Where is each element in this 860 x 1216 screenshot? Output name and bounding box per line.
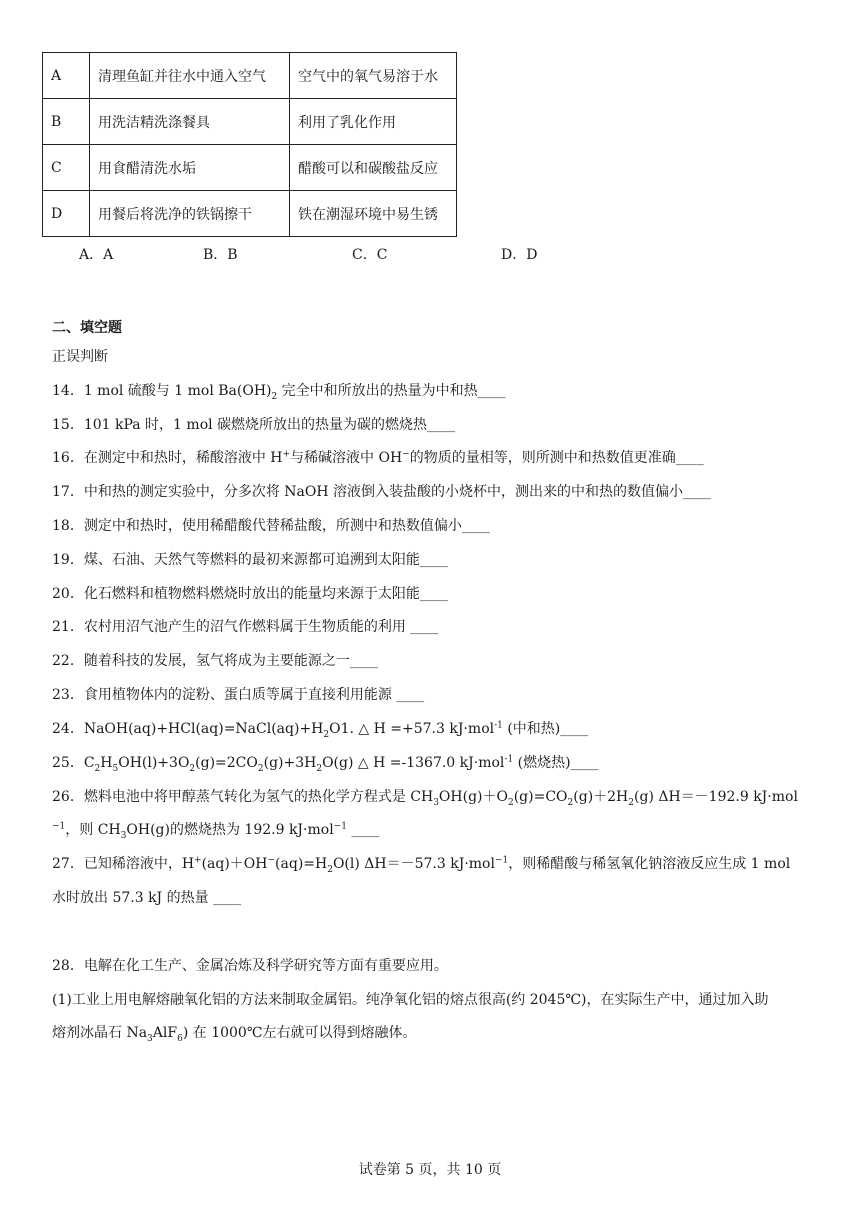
question-26-cont: $^{-1}$，则 $CH_3OH(g)$的燃烧热为 192.9 kJ·mol$^{-1}$ ____ xyxy=(52,821,380,841)
table-row xyxy=(43,191,457,237)
row-action: 用餐后将洗净的铁锅擦干 xyxy=(90,191,290,237)
question-19: 19．煤、石油、天然气等燃料的最初来源都可追溯到太阳能____ xyxy=(52,552,448,568)
row-reason: 空气中的氧气易溶于水 xyxy=(290,53,457,99)
row-label: D xyxy=(43,191,90,237)
question-21: 21．农村用沼气池产生的沼气作燃料属于生物质能的利用 ____ xyxy=(52,619,439,635)
row-reason: 利用了乳化作用 xyxy=(290,99,457,145)
row-label: C xyxy=(43,145,90,191)
option-d[interactable]: D．D xyxy=(501,247,538,263)
question-15: 15．101 kPa 时，1 mol 碳燃烧所放出的热量为碳的燃烧热____ xyxy=(52,417,456,433)
row-label: A xyxy=(43,53,90,99)
option-c[interactable]: C．C xyxy=(352,247,388,263)
question-28-1-cont: 熔剂冰晶石 $Na_3AlF_6$) 在 1000℃左右就可以得到熔融体。 xyxy=(52,1025,417,1044)
page-footer: 试卷第 5 页，共 10 页 xyxy=(358,1162,502,1178)
question-18: 18．测定中和热时，使用稀醋酸代替稀盐酸，所测中和热数值偏小____ xyxy=(52,518,490,534)
question-23: 23．食用植物体内的淀粉、蛋白质等属于直接利用能源 ____ xyxy=(52,687,425,703)
table-row xyxy=(43,145,457,191)
row-reason: 铁在潮湿环境中易生锈 xyxy=(290,191,457,237)
question-25: 25．$C_2H_5OH(l)+3O_2(g)=2CO_2(g)+3H_2O(g)$ △ H =-1367.0 kJ·mol$^{-1}$ (燃烧热)____ xyxy=(52,754,599,774)
row-action: 用食醋清洗水垢 xyxy=(90,145,290,191)
question-14: 14．1 mol 硫酸与 1 mol $Ba(OH)_2$ 完全中和所放出的热量为中和热____ xyxy=(52,383,506,402)
question-24: 24．$NaOH(aq)+HCl(aq)=NaCl(aq)+H_2O1$. △ H =+57.3 kJ·mol$^{-1}$ (中和热)____ xyxy=(52,720,589,740)
question-26: 26．燃料电池中将甲醇蒸气转化为氢气的热化学方程式是 $CH_3OH(g)+O_2(g)=CO_2(g)+2H_2(g)$ ΔH＝－192.9 kJ·mol xyxy=(52,789,798,808)
row-label: B xyxy=(43,99,90,145)
table-row xyxy=(43,53,457,99)
question-28: 28．电解在化工生产、金属冶炼及科学研究等方面有重要应用。 xyxy=(52,958,448,974)
question-27: 27．已知稀溶液中，$H^+(aq)+OH^-(aq)=H_2O(l)$ ΔH＝－57.3 kJ·mol$^{-1}$，则稀醋酸与稀氢氧化钠溶液反应生成 1 mol xyxy=(52,855,791,875)
row-action: 用洗洁精洗涤餐具 xyxy=(90,99,290,145)
question-20: 20．化石燃料和植物燃料燃烧时放出的能量均来源于太阳能____ xyxy=(52,586,448,602)
option-a[interactable]: A．A xyxy=(79,247,114,263)
section-title: 二、填空题 xyxy=(52,320,122,336)
question-17: 17．中和热的测定实验中，分多次将 NaOH 溶液倒入装盐酸的小烧杯中，测出来的中和热的数值偏小____ xyxy=(52,484,711,500)
question-27-cont: 水时放出 57.3 kJ 的热量 ____ xyxy=(52,890,242,906)
question-22: 22．随着科技的发展，氢气将成为主要能源之一____ xyxy=(52,653,378,669)
option-b[interactable]: B．B xyxy=(203,247,238,263)
row-action: 清理鱼缸并往水中通入空气 xyxy=(90,53,290,99)
question-28-1: (1)工业上用电解熔融氧化铝的方法来制取金属铝。纯净氧化铝的熔点很高(约 2045℃)，在实际生产中，通过加入助 xyxy=(52,992,769,1008)
table-row xyxy=(43,99,457,145)
row-reason: 醋酸可以和碳酸盐反应 xyxy=(290,145,457,191)
question-16: 16．在测定中和热时，稀酸溶液中 H+与稀碱溶液中 OH−的物质的量相等，则所测中和热数值更准确____ xyxy=(52,449,704,466)
answer-table xyxy=(42,52,457,237)
section-subtitle: 正误判断 xyxy=(52,349,108,365)
